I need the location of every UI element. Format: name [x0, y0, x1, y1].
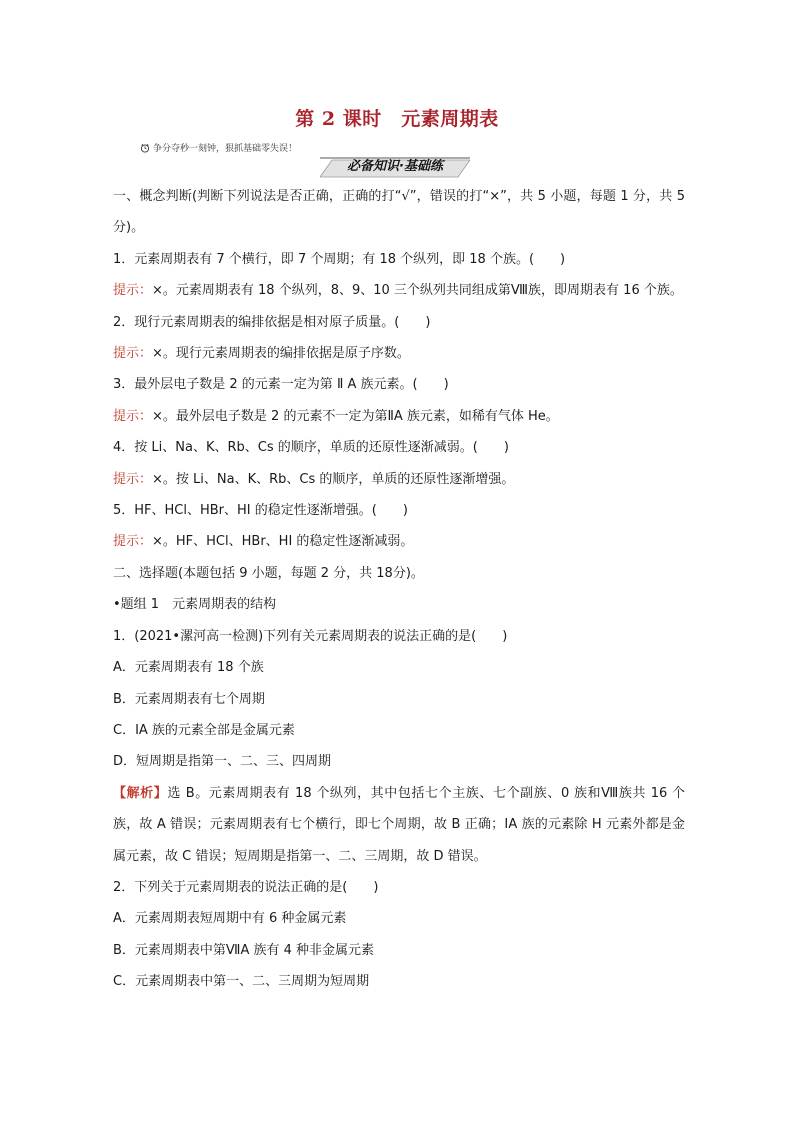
hint-label: 提示：	[113, 346, 153, 362]
judge-question-4: 4．按 Li、Na、K、Rb、Cs 的顺序，单质的还原性逐渐减弱。( )	[113, 440, 509, 456]
choice-option-c: C．ⅠA 族的元素全部是金属元素	[113, 722, 295, 738]
judge-question-1: 1．元素周期表有 7 个横行，即 7 个周期；有 18 个纵列，即 18 个族。( )	[113, 251, 566, 267]
section1-heading: 一、概念判断(判断下列说法是否正确，正确的打“√”，错误的打“×”，共 5 小题，每题 1 分，共 5分)。	[113, 189, 685, 236]
choice-option-a: A．元素周期表短周期中有 6 种金属元素	[113, 911, 347, 927]
judge-hint-1	[113, 275, 685, 306]
choice-option-d: D．短周期是指第一、二、三、四周期	[113, 754, 332, 770]
judge-question-5: 5．HF、HCl、HBr、HI 的稳定性逐渐增强。( )	[113, 503, 408, 519]
hint-label: 提示：	[113, 534, 153, 550]
hint-label: 提示：	[113, 471, 153, 487]
hint-text: ×。最外层电子数是 2 的元素不一定为第ⅡA 族元素，如稀有气体 He。	[152, 408, 559, 424]
judge-question-2: 2．现行元素周期表的编排依据是相对原子质量。( )	[113, 314, 431, 330]
analysis-text: 选 B。元素周期表有 18 个纵列，其中包括七个主族、七个副族、0 族和Ⅷ族共 16 个族，故 A 错误；元素周期表有七个横行，即七个周期，故 B 正确；ⅠA 族的元素除 H 元素外都是金属元素，故 C 错误；短周期是指第一、二、三周期，故 D 错误。	[113, 785, 685, 864]
slogan-text: 争分夺秒一刻钟，狠抓基础零失误！	[153, 144, 298, 154]
judge-hint-3	[113, 401, 685, 432]
hint-label: 提示：	[113, 283, 153, 299]
judge-hint-2	[113, 338, 685, 369]
alarm-clock-icon	[140, 143, 150, 153]
question-group-heading: •题组 1 元素周期表的结构	[113, 597, 277, 613]
section2-heading: 二、选择题(本题包括 9 小题，每题 2 分，共 18分)。	[113, 565, 424, 581]
judge-hint-5	[113, 526, 685, 557]
hint-text: ×。元素周期表有 18 个纵列，8、9、10 三个纵列共同组成第Ⅷ族，即周期表有 16 个族。	[152, 283, 683, 299]
hint-label: 提示：	[113, 408, 153, 424]
judge-hint-4	[113, 464, 685, 495]
document-body	[113, 181, 685, 998]
slogan	[140, 141, 297, 154]
page-title: 第 2 课时 元素周期表	[295, 108, 499, 130]
choice-question-2-stem: 2．下列关于元素周期表的说法正确的是( )	[113, 879, 379, 895]
hint-text: ×。按 Li、Na、K、Rb、Cs 的顺序，单质的还原性逐渐增强。	[152, 471, 515, 487]
choice-option-b: B．元素周期表有七个周期	[113, 691, 265, 707]
choice-option-b: B．元素周期表中第ⅦA 族有 4 种非金属元素	[113, 942, 375, 958]
analysis-label: 【解析】	[113, 785, 168, 801]
choice-option-c: C．元素周期表中第一、二、三周期为短周期	[113, 974, 370, 990]
hint-text: ×。现行元素周期表的编排依据是原子序数。	[152, 346, 410, 362]
choice-question-1-stem: 1．(2021•漯河高一检测)下列有关元素周期表的说法正确的是( )	[113, 628, 508, 644]
choice-question-1-analysis	[113, 778, 685, 872]
section-tag	[320, 156, 470, 178]
choice-option-a: A．元素周期表有 18 个族	[113, 660, 264, 676]
tag-label: 必备知识·基础练	[347, 159, 443, 174]
hint-text: ×。HF、HCl、HBr、HI 的稳定性逐渐减弱。	[152, 534, 414, 550]
judge-question-3: 3．最外层电子数是 2 的元素一定为第 Ⅱ A 族元素。( )	[113, 377, 449, 393]
